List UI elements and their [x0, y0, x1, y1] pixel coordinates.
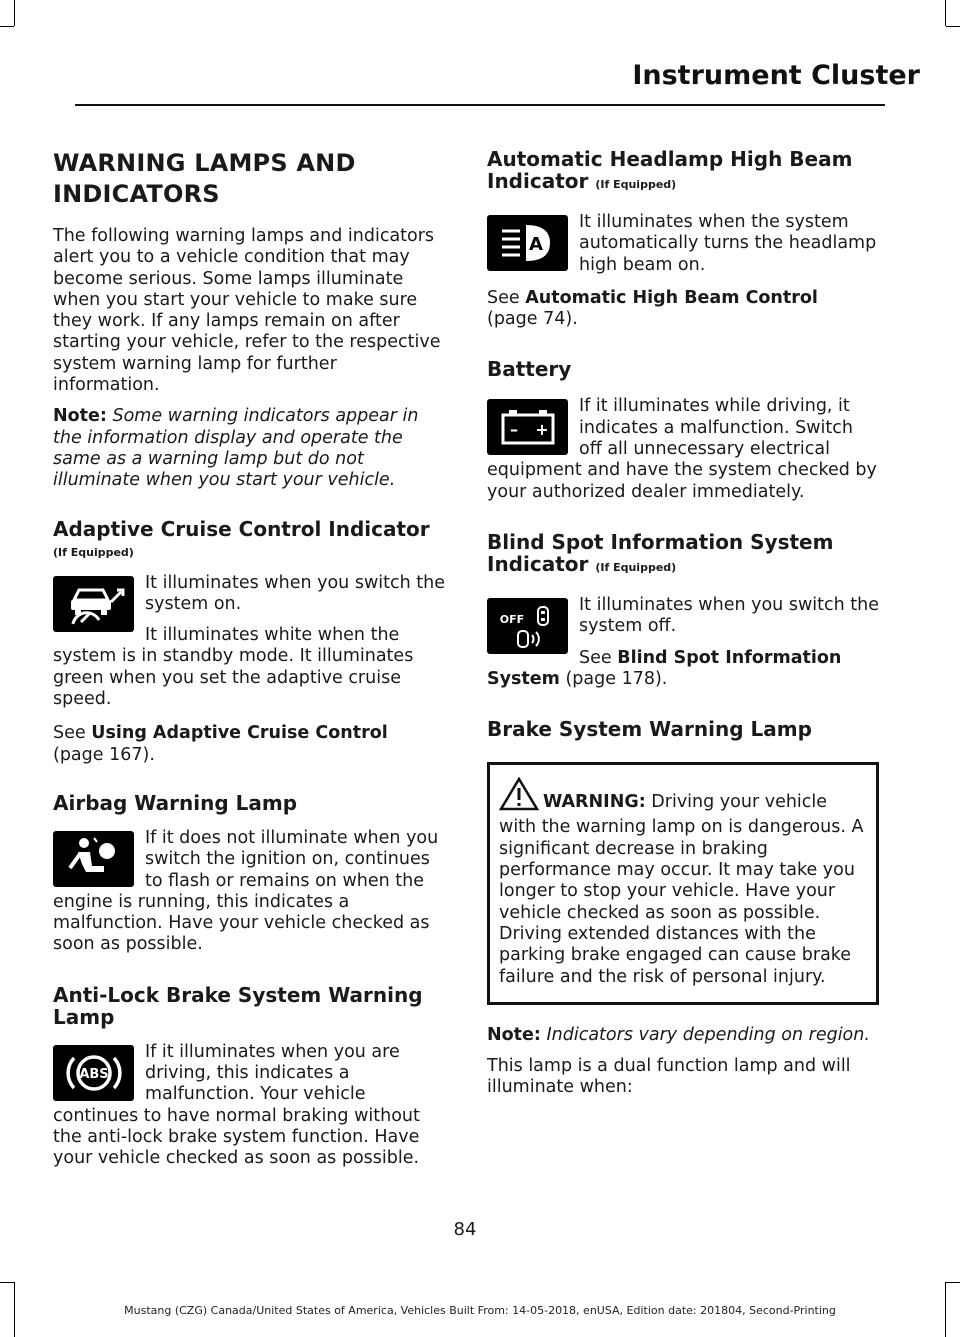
- blind-spot-icon-label: OFF: [499, 612, 524, 626]
- airbag-text: If it does not illuminate when you switch the ignition on, continues to flash or remains on when the engine is running, this indicates a malfunction. Have your vehicle checked as soon as possible.: [53, 827, 439, 955]
- page-number: 84: [453, 1219, 477, 1240]
- auto-high-beam-icon: [487, 215, 568, 271]
- left-column: [53, 140, 445, 1170]
- blis-text: It illuminates when you switch the system off.: [579, 594, 879, 637]
- footer-text: Mustang (CZG) Canada/United States of America, Vehicles Built From: 14-05-2018, enUSA, Edition date: 201804, Second-Printing: [124, 1304, 836, 1317]
- acc-text-1: It illuminates when you switch the system on.: [145, 572, 445, 614]
- warning-box: [487, 762, 879, 1005]
- blis-page: (page 178).: [565, 668, 668, 689]
- brake-heading: Brake System Warning Lamp: [487, 717, 812, 742]
- blind-spot-off-icon: [487, 598, 568, 654]
- ahb-page: (page 74).: [487, 309, 578, 330]
- ahb-text: It illuminates when the system automatically turns the headlamp high beam on.: [579, 212, 877, 275]
- intro-paragraph: The following warning lamps and indicators alert you to a vehicle condition that may become serious. Some lamps illuminate when you start your vehicle to make sure they work. If any lamps remain on after starting your vehicle, refer to the respective system warning lamp for further information.: [53, 226, 441, 396]
- acc-reference: [53, 723, 445, 766]
- see-label: See: [53, 723, 86, 744]
- warning-text: Driving your vehicle with the warning lamp on is dangerous. A significant decrease in braking performance may occur. It may take you longer to stop your vehicle. Have your vehicle checked as soon as possible. Driving extended distances with the parking brake engaged can cause brake failure and the risk of personal injury.: [499, 792, 864, 987]
- brake-note: [487, 1025, 879, 1046]
- acc-if-equipped: (If Equipped): [53, 545, 134, 559]
- battery-text: If it illuminates while driving, it indicates a malfunction. Switch off all unnecessary electrical equipment and have the system checked by your authorized dealer immediately.: [487, 396, 877, 502]
- ahb-heading: [487, 148, 879, 196]
- crop-mark: [0, 1282, 14, 1283]
- abs-heading: Anti-Lock Brake System Warning Lamp: [53, 982, 423, 1029]
- battery-minus: –: [509, 420, 518, 440]
- ahb-link[interactable]: Automatic High Beam Control: [525, 287, 818, 308]
- abs-icon: [53, 1045, 134, 1101]
- page-header-title: Instrument Cluster: [632, 60, 920, 91]
- acc-link[interactable]: Using Adaptive Cruise Control: [91, 723, 388, 744]
- crop-mark: [946, 1282, 960, 1283]
- airbag-icon: [53, 831, 134, 887]
- blis-if-equipped: (If Equipped): [595, 560, 677, 574]
- blis-heading: [487, 531, 879, 579]
- battery-plus: +: [534, 420, 549, 440]
- acc-heading: Adaptive Cruise Control Indicator: [53, 516, 430, 541]
- acc-text-2: It illuminates white when the system is in standby mode. It illuminates green when you set the adaptive cruise speed.: [53, 625, 414, 710]
- note-label: Note:: [487, 1024, 541, 1045]
- see-label: See: [579, 647, 612, 668]
- section-title-line-2: INDICATORS: [53, 180, 220, 208]
- auto-high-beam-icon-label: A: [528, 234, 543, 255]
- section-title: [53, 148, 445, 210]
- adaptive-cruise-icon: [53, 576, 134, 632]
- abs-icon-label: ABS: [78, 1066, 109, 1082]
- blis-link[interactable]: Blind Spot Information System: [487, 647, 842, 689]
- crop-mark: [14, 0, 15, 26]
- header-rule: [75, 104, 885, 106]
- abs-text: If it illuminates when you are driving, this indicates a malfunction. Your vehicle continues to have normal braking without the anti-lock brake system function. Have your vehicle checked as soon as possible.: [53, 1041, 420, 1169]
- ahb-heading-text: Automatic Headlamp High Beam Indicator: [487, 147, 853, 193]
- brake-text: This lamp is a dual function lamp and will illuminate when:: [487, 1056, 851, 1098]
- warning-triangle-icon: [499, 777, 539, 817]
- battery-icon: [487, 399, 568, 455]
- battery-heading: Battery: [487, 357, 572, 382]
- crop-mark: [945, 0, 946, 26]
- airbag-heading: Airbag Warning Lamp: [53, 790, 298, 815]
- warning-label: WARNING:: [543, 792, 646, 813]
- crop-mark: [0, 26, 14, 27]
- ahb-reference: [487, 288, 879, 331]
- see-label: See: [487, 287, 520, 308]
- blis-heading-text: Blind Spot Information System Indicator: [487, 529, 834, 576]
- right-column: [487, 140, 879, 1099]
- crop-mark: [946, 26, 960, 27]
- note-text: Indicators vary depending on region.: [546, 1024, 870, 1045]
- note-text: Some warning indicators appear in the information display and operate the same as a warning lamp but do not illuminate when you start your vehicle.: [53, 406, 419, 491]
- note-label: Note:: [53, 406, 107, 427]
- warning-paragraph: [499, 777, 867, 988]
- acc-page: (page 167).: [53, 744, 155, 765]
- intro-note: [53, 406, 445, 491]
- ahb-if-equipped: (If Equipped): [595, 178, 677, 191]
- section-title-line-1: WARNING LAMPS AND: [53, 149, 356, 177]
